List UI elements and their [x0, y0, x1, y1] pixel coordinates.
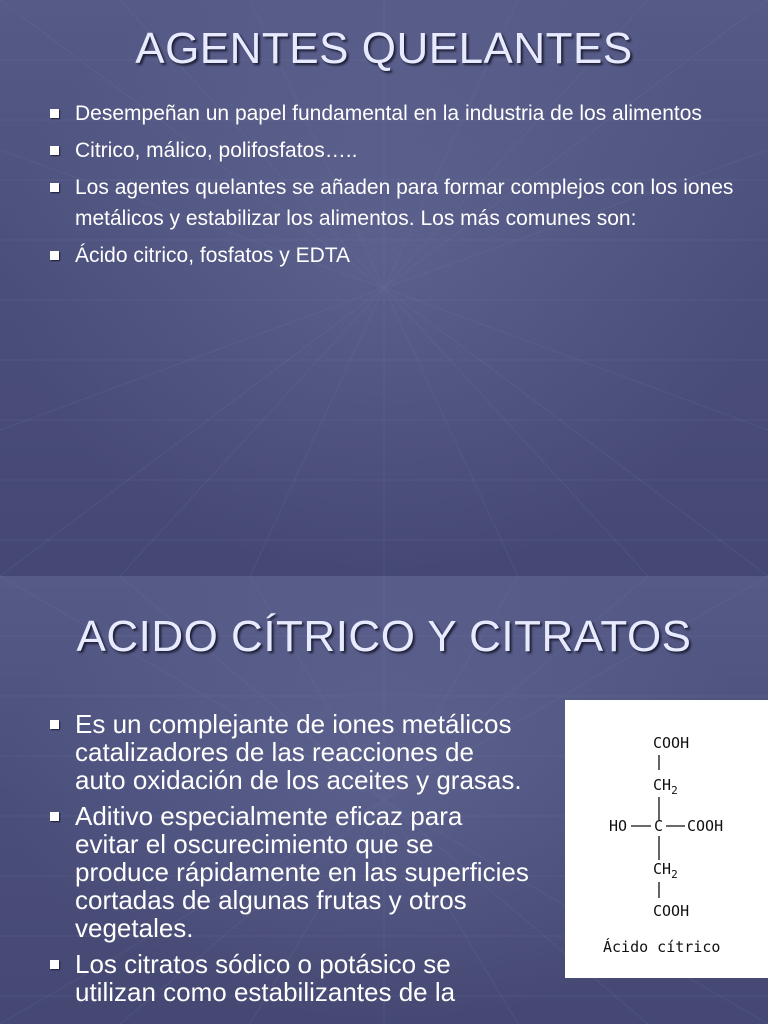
- top-cooh-label: COOH: [653, 734, 690, 752]
- square-bullet-icon: [50, 183, 59, 192]
- figure-caption: Ácido cítrico: [603, 938, 721, 956]
- bullet-list: [48, 98, 734, 277]
- slide-title: ACIDO CÍTRICO Y CITRATOS: [76, 612, 692, 661]
- list-item: [48, 98, 734, 129]
- list-item: [48, 802, 530, 942]
- bullet-text: Los citratos sódico o potásico se utilizan como estabilizantes de la: [75, 949, 456, 1007]
- bullet-text: Los agentes quelantes se añaden para formar complejos con los iones metálicos y estabilizar los alimentos. Los más comunes son:: [75, 176, 734, 230]
- list-item: [48, 710, 530, 794]
- bullet-text: Aditivo especialmente eficaz para evitar el oscurecimiento que se produce rápidamente en las superficies cortadas de algunas frutas y otros vegetales.: [75, 801, 529, 943]
- bullet-list: [48, 710, 530, 1014]
- list-item: [48, 950, 530, 1006]
- bullet-text: Es un complejante de iones metálicos catalizadores de las reacciones de auto oxidación de los aceites y grasas.: [75, 709, 522, 795]
- citric-acid-structure: [565, 700, 768, 978]
- list-item: [48, 240, 734, 271]
- bullet-text: Desempeñan un papel fundamental en la industria de los alimentos: [75, 102, 702, 125]
- square-bullet-icon: [50, 251, 59, 260]
- citric-acid-structure-figure: [565, 700, 768, 978]
- square-bullet-icon: [50, 812, 59, 821]
- center-carbon-label: C: [654, 817, 664, 835]
- right-cooh-label: COOH: [687, 817, 724, 835]
- bottom-cooh-label: COOH: [653, 902, 690, 920]
- bullet-text: Citrico, málico, polifosfatos…..: [75, 139, 358, 162]
- square-bullet-icon: [50, 720, 59, 729]
- ch2-lower-label: $CH_2$: [653, 860, 678, 881]
- slide-acido-citrico: [0, 576, 768, 1024]
- square-bullet-icon: [50, 146, 59, 155]
- ho-label: HO: [609, 817, 628, 835]
- slide-title: AGENTES QUELANTES: [135, 24, 633, 73]
- bullet-text: Ácido citrico, fosfatos y EDTA: [75, 244, 351, 267]
- ch2-upper-label: $CH_2$: [653, 776, 678, 797]
- list-item: [48, 172, 734, 234]
- list-item: [48, 135, 734, 166]
- square-bullet-icon: [50, 960, 59, 969]
- square-bullet-icon: [50, 109, 59, 118]
